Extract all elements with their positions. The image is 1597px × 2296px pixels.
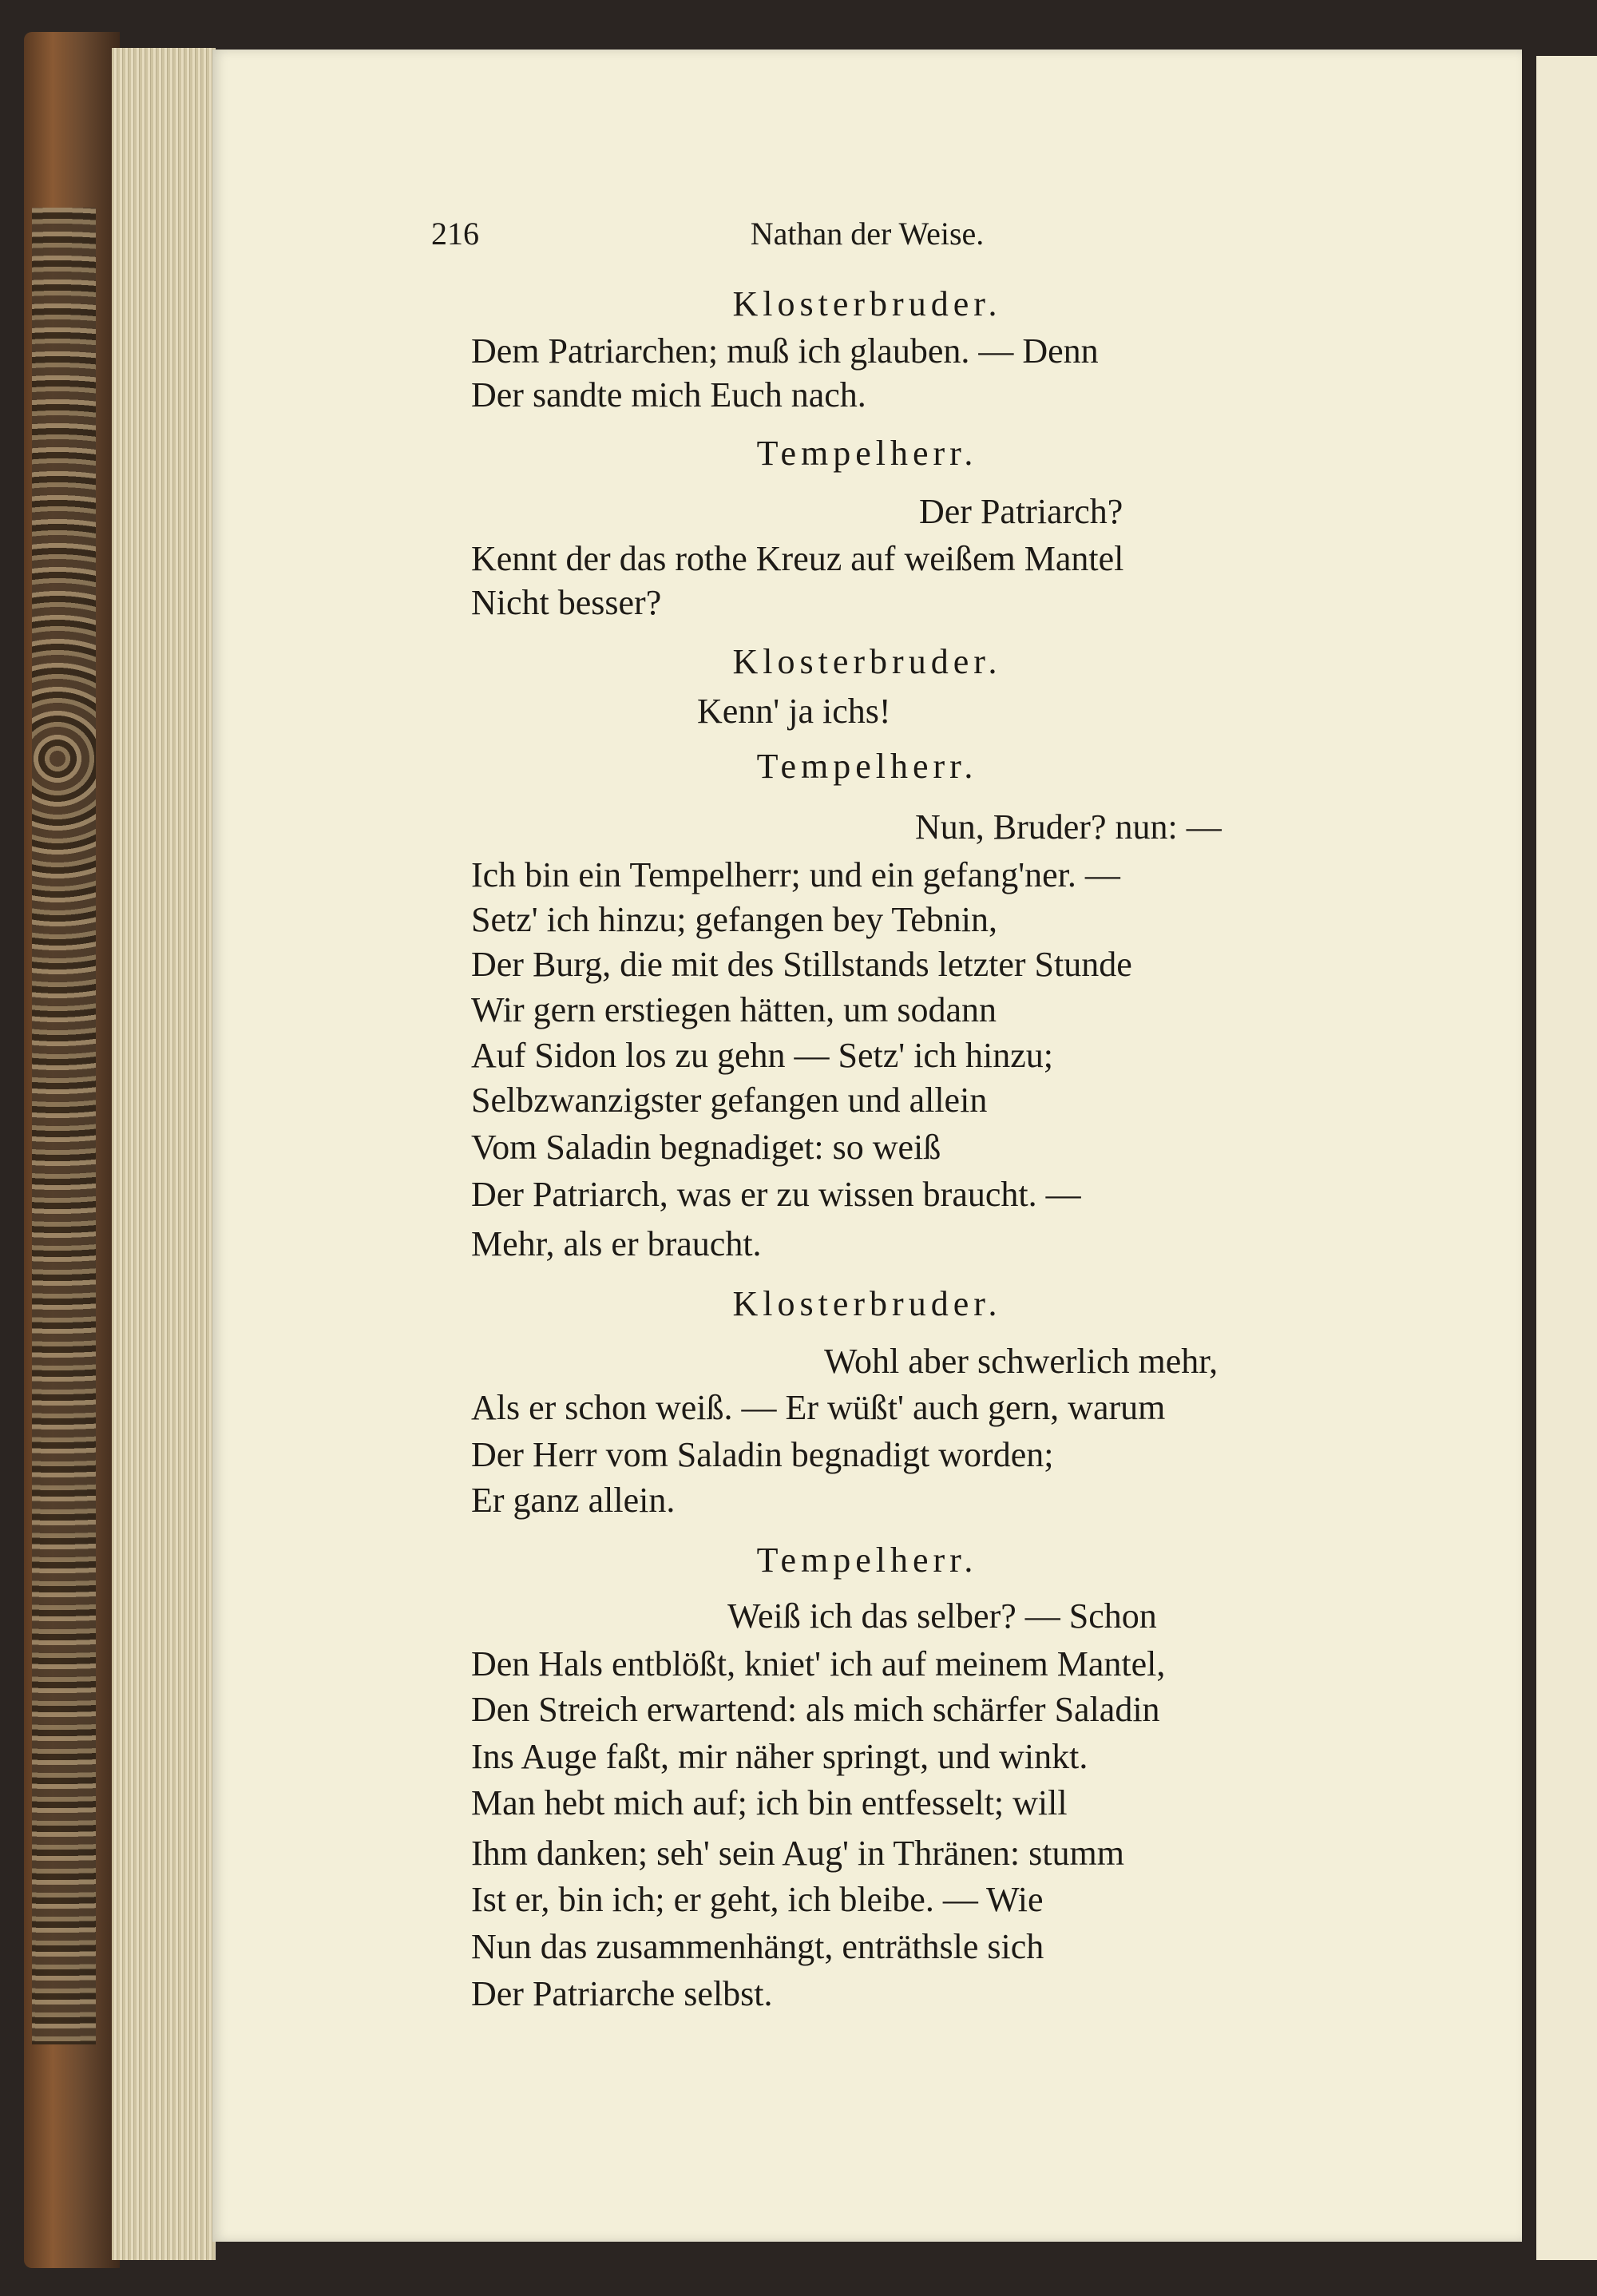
verse-line: Auf Sidon los zu gehn — Setz' ich hinzu; <box>471 1036 1053 1075</box>
verse-line: Nun das zusammenhängt, enträthsle sich <box>471 1927 1044 1966</box>
verse-line: Mehr, als er braucht. <box>471 1224 762 1263</box>
verse-line: Den Hals entblößt, kniet' ich auf meinem Mantel, <box>471 1644 1166 1683</box>
verse-line: Kenn' ja ichs! <box>697 692 891 731</box>
verse-line: Er ganz allein. <box>471 1481 676 1520</box>
verse-line: Der Burg, die mit des Stillstands letzter Stunde <box>471 945 1132 984</box>
verse-line: Man hebt mich auf; ich bin entfesselt; will <box>471 1783 1068 1822</box>
speaker-heading: Klosterbruder. <box>732 284 1002 323</box>
verse-line: Ihm danken; seh' sein Aug' in Thränen: stumm <box>471 1834 1124 1873</box>
verse-line: Der Patriarch? <box>919 492 1123 531</box>
marbled-endpaper <box>32 208 96 2044</box>
verse-line: Setz' ich hinzu; gefangen bey Tebnin, <box>471 900 997 939</box>
verse-line: Ist er, bin ich; er geht, ich bleibe. — Wie <box>471 1880 1044 1919</box>
verse-line: Selbzwanzigster gefangen und allein <box>471 1081 988 1120</box>
speaker-heading: Klosterbruder. <box>732 1284 1002 1323</box>
verse-line: Wohl aber schwerlich mehr, <box>824 1342 1219 1381</box>
verse-line: Wir gern erstiegen hätten, um sodann <box>471 990 997 1029</box>
speaker-heading: Tempelherr. <box>756 747 978 786</box>
speaker-heading: Tempelherr. <box>756 1541 978 1580</box>
speaker-heading: Klosterbruder. <box>732 642 1002 681</box>
speaker-heading: Tempelherr. <box>756 434 978 473</box>
page-edges <box>112 48 216 2260</box>
verse-line: Nicht besser? <box>471 583 662 622</box>
verse-line: Der Patriarch, was er zu wissen braucht. — <box>471 1175 1081 1214</box>
verse-line: Kennt der das rothe Kreuz auf weißem Mantel <box>471 539 1124 578</box>
verse-line: Ins Auge faßt, mir näher springt, und winkt. <box>471 1737 1088 1776</box>
verse-line: Ich bin ein Tempelherr; und ein gefang'ner. — <box>471 855 1120 894</box>
verse-line: Der sandte mich Euch nach. <box>471 375 866 414</box>
verse-line: Dem Patriarchen; muß ich glauben. — Denn <box>471 331 1099 371</box>
page-number: 216 <box>431 216 479 252</box>
verse-line: Der Patriarche selbst. <box>471 1974 773 2013</box>
verse-line: Nun, Bruder? nun: — <box>915 807 1222 847</box>
verse-line: Den Streich erwartend: als mich schärfer Saladin <box>471 1690 1160 1729</box>
verse-line: Der Herr vom Saladin begnadigt worden; <box>471 1435 1054 1474</box>
facing-page-edge <box>1532 56 1597 2260</box>
verse-line: Weiß ich das selber? — Schon <box>727 1596 1157 1636</box>
running-title: Nathan der Weise. <box>750 216 985 252</box>
verse-line: Als er schon weiß. — Er wüßt' auch gern, warum <box>471 1388 1166 1427</box>
verse-line: Vom Saladin begnadiget: so weiß <box>471 1128 941 1167</box>
